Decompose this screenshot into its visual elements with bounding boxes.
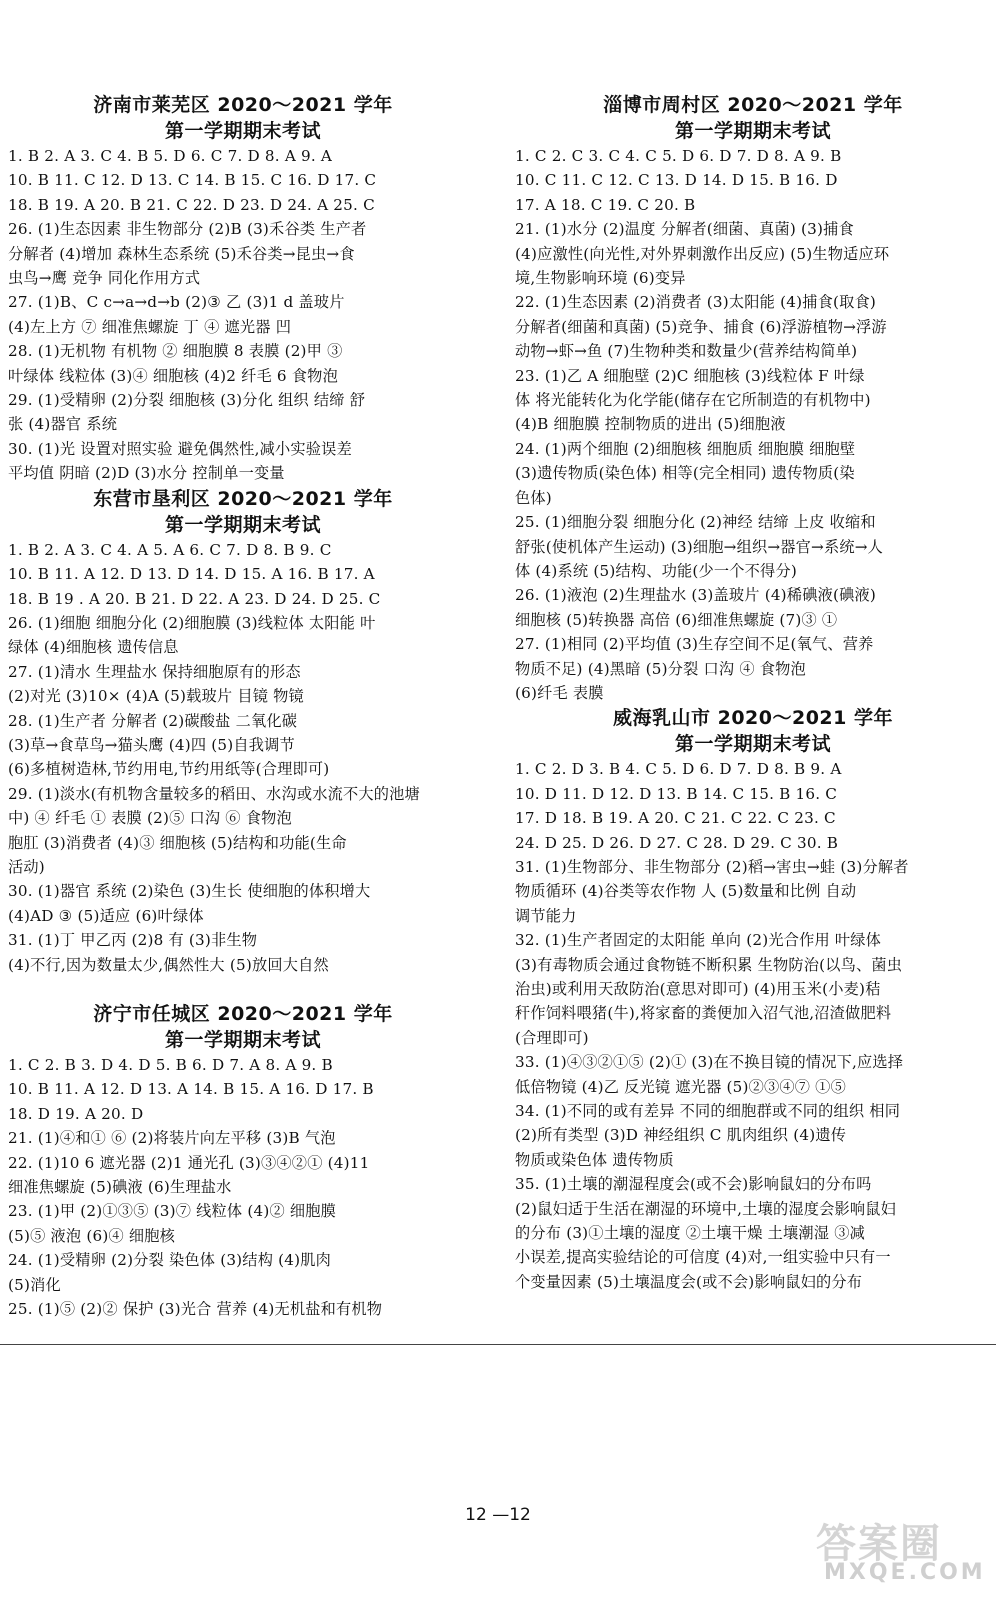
- answer-line: 30. (1)光 设置对照实验 避免偶然性,减小实验误差: [8, 439, 352, 458]
- answer-line: 1. B 2. A 3. C 4. B 5. D 6. C 7. D 8. A 9. A: [8, 147, 333, 165]
- answer-line: 21. (1)④和① ⑥ (2)将装片向左平移 (3)B 气泡: [8, 1129, 336, 1148]
- answer-line: 18. D 19. A 20. D: [8, 1104, 144, 1123]
- answer-line: 32. (1)生产者固定的太阳能 单向 (2)光合作用 叶绿体: [515, 931, 882, 950]
- section-title: 济宁市任城区 2020～2021 学年: [93, 1003, 393, 1025]
- answer-line: 胞肛 (3)消费者 (4)③ 细胞核 (5)结构和功能(生命: [8, 833, 347, 852]
- section-subtitle: 第一学期期末考试: [674, 120, 831, 142]
- answer-line: 24. D 25. D 26. D 27. C 28. D 29. C 30. B: [515, 833, 839, 852]
- answer-line: 18. B 19 . A 20. B 21. D 22. A 23. D 24. D 25. C: [8, 589, 381, 608]
- exam-section: [515, 705, 991, 1294]
- answer-line: 27. (1)B、C c→a→d→b (2)③ 乙 (3)1 d 盖玻片: [8, 293, 345, 312]
- exam-section: [8, 1001, 478, 1321]
- answer-line: 22. (1)10 6 遮光器 (2)1 通光孔 (3)③④②① (4)11: [8, 1153, 370, 1172]
- answer-line: 中) ④ 纤毛 ① 表膜 (2)⑤ 口沟 ⑥ 食物泡: [8, 809, 292, 828]
- answer-line: 26. (1)液泡 (2)生理盐水 (3)盖玻片 (4)稀碘液(碘液): [515, 586, 876, 605]
- answer-line: 18. B 19. A 20. B 21. C 22. D 23. D 24. A 25. C: [8, 195, 375, 214]
- answer-line: 23. (1)甲 (2)①③⑤ (3)⑦ 线粒体 (4)② 细胞膜: [8, 1202, 337, 1221]
- answer-line: 体 将光能转化为化学能(储存在它所制造的有机物中): [515, 391, 871, 410]
- answer-line: (3)有毒物质会通过食物链不断积累 生物防治(以鸟、菌虫: [515, 955, 903, 974]
- answer-line: 物质不足) (4)黑暗 (5)分裂 口沟 ④ 食物泡: [515, 659, 806, 678]
- answer-line: 低倍物镜 (4)乙 反光镜 遮光器 (5)②③④⑦ ①⑤: [515, 1077, 846, 1096]
- answer-line: 23. (1)乙 A 细胞壁 (2)C 细胞核 (3)线粒体 F 叶绿: [515, 366, 865, 385]
- answer-line: (3)遗传物质(染色体) 相等(完全相同) 遗传物质(染: [515, 464, 855, 483]
- answer-line: 31. (1)生物部分、非生物部分 (2)稻→害虫→蛙 (3)分解者: [515, 857, 909, 876]
- exam-section: [8, 92, 478, 486]
- right-column: [515, 92, 991, 1294]
- answer-line: 色体): [515, 488, 552, 507]
- answer-line: 27. (1)清水 生理盐水 保持细胞原有的形态: [8, 662, 301, 681]
- answer-line: 17. D 18. B 19. A 20. C 21. C 22. C 23. C: [515, 809, 836, 828]
- answer-line: (4)左上方 ⑦ 细准焦螺旋 丁 ④ 遮光器 凹: [8, 317, 292, 336]
- answer-line: 28. (1)生产者 分解者 (2)碳酸盐 二氧化碳: [8, 711, 298, 730]
- answer-line: (4)应激性(向光性,对外界刺激作出反应) (5)生物适应环: [515, 244, 890, 263]
- answer-line: 境,生物影响环境 (6)变异: [515, 269, 686, 288]
- answer-line: 28. (1)无机物 有机物 ② 细胞膜 8 表膜 (2)甲 ③: [8, 342, 343, 361]
- answer-line: (4)不行,因为数量太少,偶然性大 (5)放回大自然: [8, 955, 329, 974]
- watermark-text: 答案圈: [816, 1521, 942, 1567]
- section-subtitle: 第一学期期末考试: [674, 733, 831, 756]
- answer-line: 17. A 18. C 19. C 20. B: [515, 195, 696, 214]
- answer-line: 26. (1)细胞 细胞分化 (2)细胞膜 (3)线粒体 太阳能 叶: [8, 613, 376, 632]
- answer-line: 34. (1)不同的或有差异 不同的细胞群或不同的组织 相同: [515, 1102, 901, 1121]
- answer-line: 10. B 11. A 12. D 13. A 14. B 15. A 16. D 17. B: [8, 1080, 374, 1099]
- section-subtitle: 第一学期期末考试: [164, 1029, 321, 1051]
- exam-section: [8, 486, 478, 977]
- answer-line: 张 (4)器官 系统: [8, 415, 118, 434]
- answer-line: (6)纤毛 表膜: [515, 683, 604, 702]
- answer-line: 舒张(使机体产生运动) (3)细胞→组织→器官→系统→人: [515, 537, 884, 556]
- section-title: 济南市莱芜区 2020～2021 学年: [93, 94, 393, 116]
- answer-line: 25. (1)⑤ (2)② 保护 (3)光合 营养 (4)无机盐和有机物: [8, 1300, 383, 1319]
- answer-line: 分解者(细菌和真菌) (5)竞争、捕食 (6)浮游植物→浮游: [515, 317, 887, 336]
- answer-line: 30. (1)器官 系统 (2)染色 (3)生长 使细胞的体积增大: [8, 882, 371, 901]
- answer-line: 绿体 (4)细胞核 遗传信息: [8, 638, 179, 657]
- answer-line: 1. B 2. A 3. C 4. A 5. A 6. C 7. D 8. B 9. C: [8, 540, 332, 559]
- answer-line: 细胞核 (5)转换器 高倍 (6)细准焦螺旋 (7)③ ①: [515, 610, 838, 629]
- answer-line: 21. (1)水分 (2)温度 分解者(细菌、真菌) (3)捕食: [515, 220, 854, 239]
- answer-line: 平均值 阴暗 (2)D (3)水分 控制单一变量: [8, 464, 285, 483]
- answer-line: 35. (1)土壤的潮湿程度会(或不会)影响鼠妇的分布吗: [515, 1175, 872, 1194]
- section-title: 东营市垦利区 2020～2021 学年: [93, 487, 393, 510]
- watermark-url: MXQE.COM: [824, 1560, 986, 1585]
- answer-line: 调节能力: [515, 906, 577, 925]
- answer-line: 29. (1)淡水(有机物含量较多的稻田、水沟或水流不大的池塘: [8, 784, 420, 803]
- answer-line: 虫鸟→鹰 竞争 同化作用方式: [8, 269, 201, 288]
- answer-line: 24. (1)受精卵 (2)分裂 染色体 (3)结构 (4)肌肉: [8, 1251, 331, 1270]
- answer-line: (2)所有类型 (3)D 神经组织 C 肌肉组织 (4)遗传: [515, 1126, 847, 1145]
- answer-line: 物质或染色体 遗传物质: [515, 1150, 674, 1169]
- answer-line: (3)草→食草鸟→猫头鹰 (4)四 (5)自我调节: [8, 735, 295, 754]
- answer-line: (6)多植树造林,节约用电,节约用纸等(合理即可): [8, 760, 330, 779]
- answer-line: 个变量因素 (5)土壤温度会(或不会)影响鼠妇的分布: [515, 1272, 863, 1291]
- answer-line: 的分布 (3)①土壤的湿度 ②土壤干燥 土壤潮湿 ③减: [515, 1224, 865, 1243]
- answer-line: 10. B 11. C 12. D 13. C 14. B 15. C 16. D 17. C: [8, 171, 377, 190]
- answer-line: 治虫)或利用天敌防治(意思对即可) (4)用玉米(小麦)秸: [515, 980, 881, 998]
- section-subtitle: 第一学期期末考试: [164, 513, 321, 536]
- left-column: [8, 92, 478, 1321]
- answer-line: 26. (1)生态因素 非生物部分 (2)B (3)禾谷类 生产者: [8, 220, 367, 239]
- answer-line: (2)对光 (3)10× (4)A (5)载玻片 目镜 物镜: [8, 687, 304, 706]
- bottom-rule: [0, 1344, 996, 1345]
- answer-line: 秆作饲料喂猪(牛),将家畜的粪便加入沼气池,沼渣做肥料: [515, 1004, 892, 1023]
- answer-line: 体 (4)系统 (5)结构、功能(少一个不得分): [515, 561, 797, 580]
- section-gap: [8, 977, 478, 1001]
- exam-section: [515, 92, 991, 705]
- answer-line: 10. B 11. A 12. D 13. D 14. D 15. A 16. B 17. A: [8, 565, 375, 584]
- section-title: 淄博市周村区 2020～2021 学年: [603, 94, 903, 116]
- answer-line: 10. D 11. D 12. D 13. B 14. C 15. B 16. C: [515, 784, 838, 803]
- answer-line: 24. (1)两个细胞 (2)细胞核 细胞质 细胞膜 细胞壁: [515, 439, 856, 458]
- answer-line: 1. C 2. D 3. B 4. C 5. D 6. D 7. D 8. B 9. A: [515, 760, 842, 779]
- answer-line: 小误差,提高实验结论的可信度 (4)对,一组实验中只有一: [515, 1248, 891, 1267]
- answer-line: (合理即可): [515, 1028, 589, 1047]
- answer-line: 27. (1)相同 (2)平均值 (3)生存空间不足(氧气、营养: [515, 635, 874, 654]
- section-title: 威海乳山市 2020～2021 学年: [613, 707, 893, 730]
- answer-line: 分解者 (4)增加 森林生态系统 (5)禾谷类→昆虫→食: [8, 244, 355, 263]
- answer-line: 动物→虾→鱼 (7)生物种类和数量少(营养结构简单): [515, 342, 858, 361]
- answer-line: 31. (1)丁 甲乙丙 (2)8 有 (3)非生物: [8, 931, 258, 950]
- answer-line: 25. (1)细胞分裂 细胞分化 (2)神经 结缔 上皮 收缩和: [515, 513, 876, 532]
- answer-line: 29. (1)受精卵 (2)分裂 细胞核 (3)分化 组织 结缔 舒: [8, 391, 366, 410]
- answer-line: (2)鼠妇适于生活在潮湿的环境中,土壤的湿度会影响鼠妇: [515, 1199, 897, 1218]
- watermark-logo: [810, 1512, 986, 1592]
- answer-line: (4)B 细胞膜 控制物质的进出 (5)细胞液: [515, 415, 786, 434]
- answer-line: 物质循环 (4)谷类等农作物 人 (5)数量和比例 自动: [515, 882, 857, 901]
- answer-line: 细准焦螺旋 (5)碘液 (6)生理盐水: [8, 1178, 232, 1197]
- section-subtitle: 第一学期期末考试: [164, 120, 321, 142]
- answer-line: (4)AD ③ (5)适应 (6)叶绿体: [8, 906, 204, 925]
- answer-line: (5)消化: [8, 1275, 61, 1294]
- answer-line: 1. C 2. B 3. D 4. D 5. B 6. D 7. A 8. A 9. B: [8, 1056, 333, 1074]
- answer-line: 活动): [8, 857, 45, 876]
- page-number: 12 —12: [465, 1505, 531, 1525]
- answer-line: (5)⑤ 液泡 (6)④ 细胞核: [8, 1226, 176, 1245]
- answer-line: 10. C 11. C 12. C 13. D 14. D 15. B 16. D: [515, 171, 838, 190]
- answer-line: 叶绿体 线粒体 (3)④ 细胞核 (4)2 纤毛 6 食物泡: [8, 366, 338, 385]
- answer-line: 1. C 2. C 3. C 4. C 5. D 6. D 7. D 8. A 9. B: [515, 147, 842, 165]
- answer-line: 22. (1)生态因素 (2)消费者 (3)太阳能 (4)捕食(取食): [515, 293, 876, 312]
- answer-line: 33. (1)④③②①⑤ (2)① (3)在不换目镜的情况下,应选择: [515, 1053, 904, 1072]
